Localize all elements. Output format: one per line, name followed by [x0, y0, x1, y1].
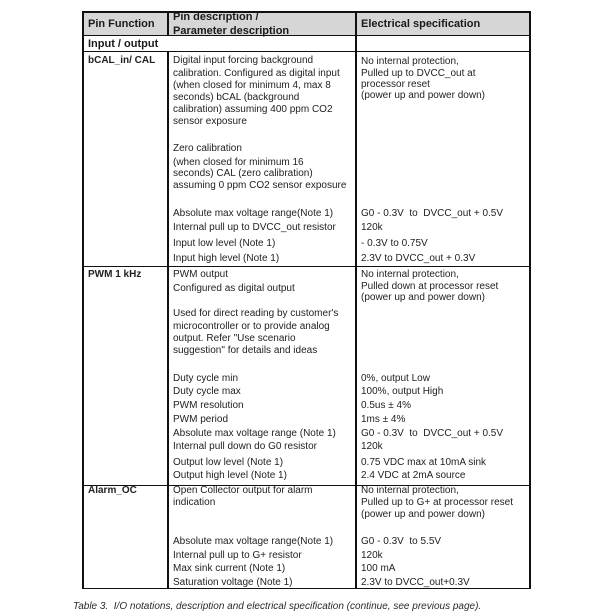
section-row-divider — [82, 51, 531, 53]
spec-line: processor reset — [361, 79, 430, 90]
parameter-label: Input low level (Note 1) — [173, 238, 276, 249]
section-title: Input / output — [88, 37, 159, 50]
table-border-right — [529, 11, 531, 589]
parameter-label: Duty cycle min — [173, 373, 239, 384]
table-border-left — [82, 11, 84, 589]
description-line: calibration. Configured as digital input — [173, 68, 340, 79]
description-line: (when closed for minimum 4, max 8 — [173, 80, 331, 91]
pin-function-cell: Alarm_OC — [88, 485, 137, 496]
spec-line: (power up and power down) — [361, 509, 485, 520]
spec-value: 120k — [361, 222, 383, 233]
parameter-label: PWM resolution — [173, 400, 244, 411]
description-line: microcontroller or to provide analog — [173, 321, 330, 332]
spec-value: G0 - 0.3V to 5.5V — [361, 536, 442, 547]
table-caption: Table 3. I/O notations, description and electrical specification (continue, see previous page). — [73, 601, 482, 612]
column-divider-2 — [355, 11, 357, 589]
description-line: sensor exposure — [173, 116, 247, 127]
pin-function-cell: bCAL_in/ CAL — [88, 55, 156, 66]
parameter-label: Output high level (Note 1) — [173, 470, 287, 481]
spec-line: No internal protection, — [361, 485, 459, 496]
header-electrical-specification: Electrical specification — [361, 17, 481, 30]
parameter-label: Max sink current (Note 1) — [173, 563, 286, 574]
parameter-label: Absolute max voltage range(Note 1) — [173, 208, 334, 219]
description-line: seconds) CAL (zero calibration) — [173, 168, 313, 179]
description-line: Configured as digital output — [173, 283, 295, 294]
spec-value: G0 - 0.3V to DVCC_out + 0.5V — [361, 208, 504, 219]
parameter-label: Output low level (Note 1) — [173, 457, 284, 468]
spec-line: No internal protection, — [361, 269, 459, 280]
description-line: calibration) assuming 400 ppm CO2 — [173, 104, 333, 115]
row-divider — [82, 266, 531, 268]
spec-value: 120k — [361, 441, 383, 452]
description-line: assuming 0 ppm CO2 sensor exposure — [173, 180, 347, 191]
parameter-label: Internal pull down do G0 resistor — [173, 441, 317, 452]
spec-value: 120k — [361, 550, 383, 561]
parameter-label: Internal pull up to DVCC_out resistor — [173, 222, 336, 233]
description-line: seconds) bCAL (background — [173, 92, 300, 103]
parameter-label: Absolute max voltage range(Note 1) — [173, 536, 334, 547]
spec-value: 0%, output Low — [361, 373, 430, 384]
spec-value: 100 mA — [361, 563, 396, 574]
description-line: (when closed for minimum 16 — [173, 157, 304, 168]
spec-value: 2.3V to DVCC_out + 0.3V — [361, 253, 476, 264]
column-divider-1 — [167, 11, 169, 35]
parameter-label: Absolute max voltage range (Note 1) — [173, 428, 336, 439]
spec-value: - 0.3V to 0.75V — [361, 238, 428, 249]
parameter-label: Input high level (Note 1) — [173, 253, 280, 264]
header-pin-description: Pin description / — [173, 10, 259, 23]
pin-function-cell: PWM 1 kHz — [88, 269, 142, 280]
description-line: Open Collector output for alarm — [173, 485, 313, 496]
spec-line: Pulled up to DVCC_out at — [361, 68, 476, 79]
header-parameter-description: Parameter description — [173, 25, 290, 37]
description-line: Used for direct reading by customer's — [173, 308, 339, 319]
description-line: PWM output — [173, 269, 229, 280]
table-border-top — [82, 11, 531, 13]
parameter-label: Internal pull up to G+ resistor — [173, 550, 302, 561]
header-divider — [82, 35, 531, 37]
parameter-label: Duty cycle max — [173, 386, 241, 397]
parameter-label: PWM period — [173, 414, 229, 425]
header-pin-function: Pin Function — [88, 17, 155, 30]
spec-line: (power up and power down) — [361, 292, 485, 303]
parameter-label: Saturation voltage (Note 1) — [173, 577, 293, 588]
description-line: Zero calibration — [173, 143, 242, 154]
spec-line: No internal protection, — [361, 56, 459, 67]
description-line: suggestion" for details and ideas — [173, 345, 318, 356]
spec-line: Pulled down at processor reset — [361, 281, 499, 292]
description-line: Digital input forcing background — [173, 55, 314, 66]
spec-value: 2.4 VDC at 2mA source — [361, 470, 466, 481]
spec-value: 2.3V to DVCC_out+0.3V — [361, 577, 470, 588]
spec-value: 0.75 VDC max at 10mA sink — [361, 457, 487, 468]
spec-value: G0 - 0.3V to DVCC_out + 0.5V — [361, 428, 504, 439]
spec-line: Pulled up to G+ at processor reset — [361, 497, 514, 508]
spec-value: 100%, output High — [361, 386, 444, 397]
spec-value: 0.5us ± 4% — [361, 400, 411, 411]
description-line: indication — [173, 497, 216, 508]
spec-line: (power up and power down) — [361, 90, 485, 101]
column-divider-1 — [167, 51, 169, 590]
spec-value: 1ms ± 4% — [361, 414, 406, 425]
description-line: output. Refer "Use scenario — [173, 333, 296, 344]
